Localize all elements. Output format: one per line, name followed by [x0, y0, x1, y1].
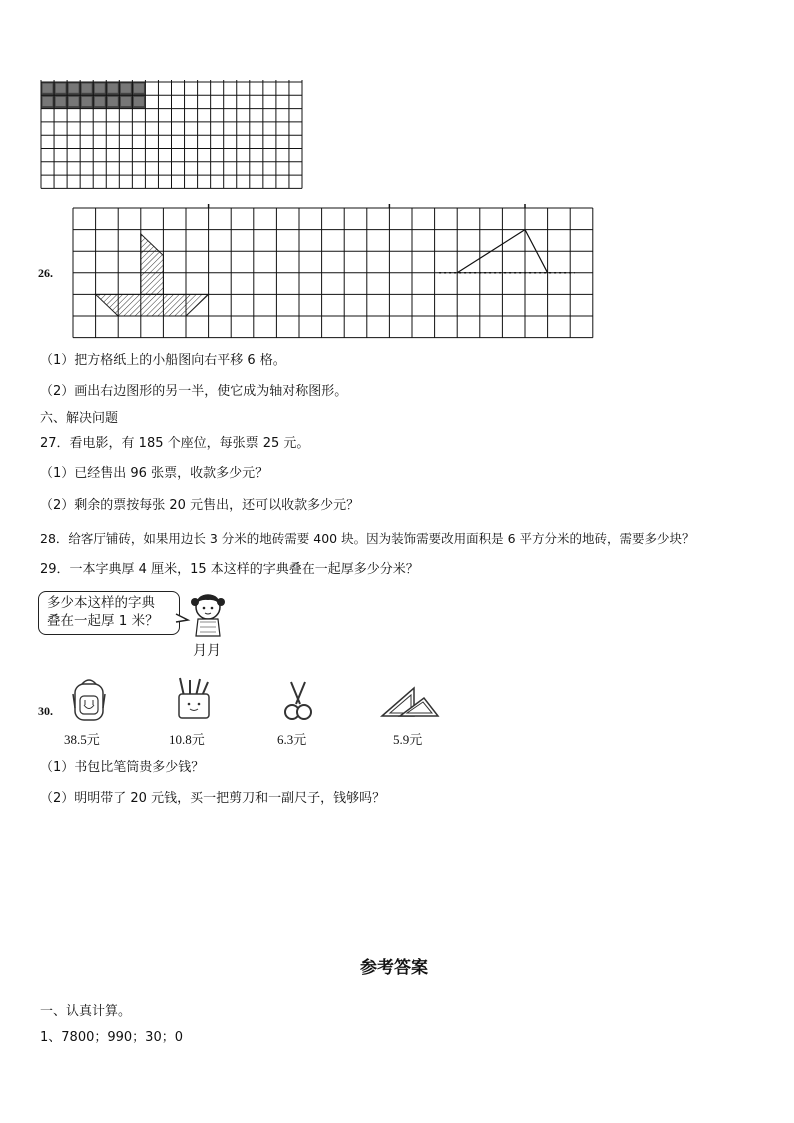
q27-sub2: （2）剩余的票按每张 20 元售出，还可以收款多少元？	[40, 498, 360, 513]
q28-stem: 28．给客厅铺砖，如果用边长 3 分米的地砖需要 400 块。因为装饰需要改用面积是 6 平方分米的地砖，需要多少块？	[40, 531, 695, 546]
triangle-ruler-icon	[380, 686, 442, 720]
price-scissors: 6.3元	[277, 732, 307, 747]
q26-sub2: （2）画出右边图形的另一半，使它成为轴对称图形。	[40, 384, 348, 399]
question-30-number: 30.	[38, 704, 53, 718]
top-grid	[41, 80, 303, 190]
q29-stem: 29．一本字典厚 4 厘米，15 本这样的字典叠在一起厚多少分米？	[40, 562, 419, 577]
bubble-line-2: 叠在一起厚 1 米？	[47, 613, 159, 629]
scissors-icon	[281, 680, 315, 724]
backpack-icon	[70, 678, 108, 722]
question-26-number: 26.	[38, 266, 53, 280]
price-pen-holder: 10.8元	[169, 732, 205, 747]
pen-holder-icon	[174, 676, 214, 722]
girl-icon	[186, 592, 232, 638]
price-backpack: 38.5元	[64, 732, 100, 747]
q26-grid	[73, 208, 593, 343]
answers-section-1: 一、认真计算。	[40, 1004, 132, 1019]
q26-sub1: （1）把方格纸上的小船图向右平移 6 格。	[40, 353, 286, 368]
q30-sub1: （1）书包比笔筒贵多少钱？	[40, 760, 205, 775]
section-6-title: 六、解决问题	[40, 411, 119, 426]
answers-item-1: 1、7800；990；30；0	[40, 1030, 183, 1045]
q27-sub1: （1）已经售出 96 张票，收款多少元？	[40, 466, 269, 481]
bubble-line-1: 多少本这样的字典	[47, 595, 155, 611]
q27-stem: 27．看电影，有 185 个座位，每张票 25 元。	[40, 436, 310, 451]
answers-title: 参考答案	[360, 958, 428, 978]
girl-name: 月月	[193, 644, 221, 659]
q30-sub2: （2）明明带了 20 元钱，买一把剪刀和一副尺子，钱够吗？	[40, 791, 386, 806]
price-triangle-ruler: 5.9元	[393, 732, 423, 747]
speech-bubble	[38, 591, 180, 635]
